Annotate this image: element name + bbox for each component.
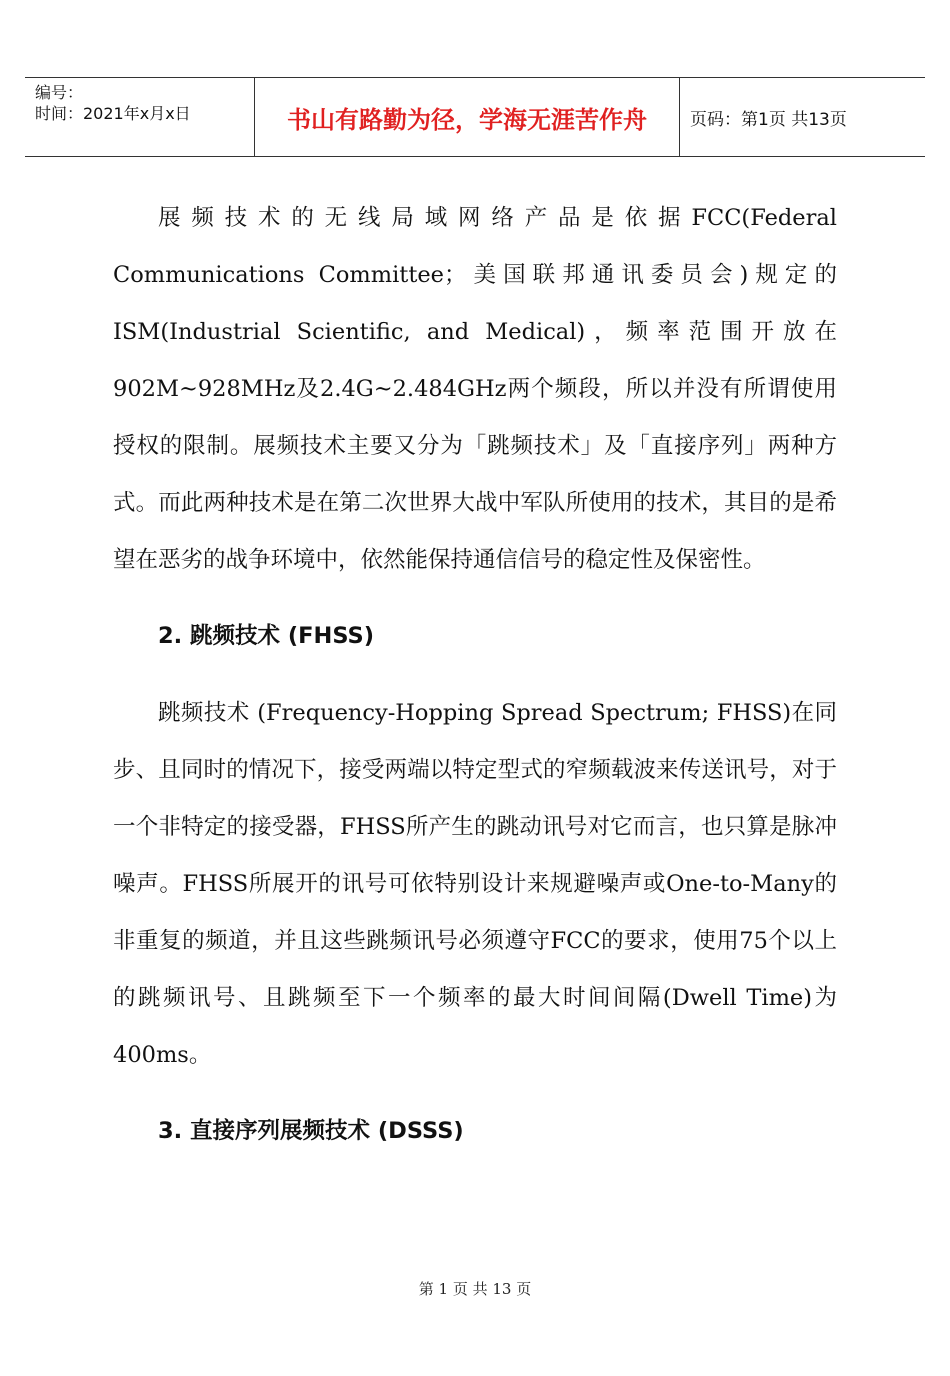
section-heading-dsss: 3. 直接序列展频技术 (DSSS) xyxy=(158,1118,464,1144)
header-meta xyxy=(25,78,254,156)
header-motto: 书山有路勤为径，学海无涯苦作舟 xyxy=(254,78,680,156)
page-header xyxy=(25,77,925,157)
section-heading-fhss: 2. 跳频技术 (FHSS) xyxy=(158,623,375,649)
header-page-info: 页码：第1页 共13页 xyxy=(690,109,847,130)
document-body xyxy=(113,190,837,1156)
document-number-label: 编号： xyxy=(35,83,84,102)
document-time: 时间：2021年x月x日 xyxy=(35,104,191,123)
paragraph-fhss: 跳频技术 (Frequency-Hopping Spread Spectrum; FHSS)在同步、且同时的情况下，接受两端以特定型式的窄频载波来传送讯号，对于一个非特定的接受器，FHSS所产生的跳动讯号对它而言，也只算是脉冲噪声。FHSS所展开的讯号可依特别设计来规避噪声或One-to-Many的非重复的频道，并且这些跳频讯号必须遵守FCC的要求，使用75个以上的跳频讯号、且跳频至下一个频率的最大时间间隔(Dwell Time)为400ms。 xyxy=(113,700,837,1068)
paragraph-spread-spectrum-intro: 展频技术的无线局域网络产品是依据FCC(Federal Communications Committee；美国联邦通讯委员会)规定的ISM(Industrial Scientific, and Medical)，频率范围开放在902M~928MHz及2.4G~2.484GHz两个频段，所以并没有所谓使用授权的限制。展频技术主要又分为「跳频技术」及「直接序列」两种方式。而此两种技术是在第二次世界大战中军队所使用的技术，其目的是希望在恶劣的战争环境中，依然能保持通信信号的稳定性及保密性。 xyxy=(113,205,837,573)
page-footer: 第 1 页 共 13 页 xyxy=(418,1280,532,1298)
